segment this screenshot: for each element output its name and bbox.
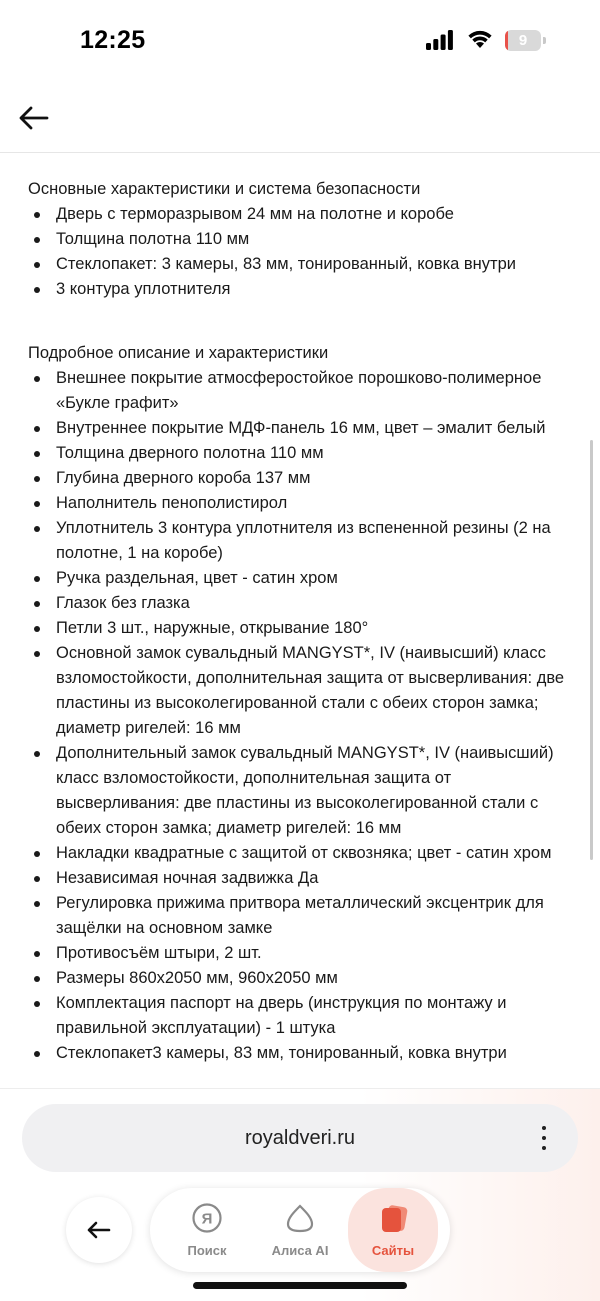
- tab-sites-label: Сайты: [371, 1243, 415, 1258]
- status-bar: [0, 0, 600, 80]
- spec-section: [0, 341, 600, 1066]
- spec-list-item: Толщина полотна 110 мм: [0, 227, 600, 252]
- spec-list-item: 3 контура уплотнителя: [0, 277, 600, 302]
- url-text[interactable]: royaldveri.ru: [244, 1127, 356, 1149]
- battery-indicator: [505, 30, 547, 51]
- tab-search[interactable]: [162, 1188, 252, 1272]
- spec-list-item: Уплотнитель 3 контура уплотнителя из вспененной резины (2 на полотне, 1 на коробе): [0, 516, 600, 566]
- spec-list-item: Комплектация паспорт на дверь (инструкция по монтажу и правильной эксплуатации) - 1 штука: [0, 991, 600, 1041]
- spec-list-item: Регулировка прижима притвора металлический эксцентрик для защёлки на основном замке: [0, 891, 600, 941]
- tab-alice-label: Алиса AI: [271, 1243, 329, 1258]
- product-description: [0, 177, 600, 1087]
- spec-list-item: Противосъём штыри, 2 шт.: [0, 941, 600, 966]
- home-indicator: [193, 1282, 407, 1289]
- scrollbar[interactable]: [590, 440, 593, 860]
- page-header: [0, 80, 600, 153]
- tab-sites[interactable]: [348, 1188, 438, 1272]
- spec-list-item: Наполнитель пенополистирол: [0, 491, 600, 516]
- browser-back-button[interactable]: [66, 1197, 132, 1263]
- spec-list-item: Глазок без глазка: [0, 591, 600, 616]
- spec-list: [0, 202, 600, 302]
- section-title: Подробное описание и характеристики: [28, 344, 329, 362]
- battery-body: [505, 30, 541, 51]
- spec-list-item: Дверь с терморазрывом 24 мм на полотне и коробе: [0, 202, 600, 227]
- spec-list-item: Глубина дверного короба 137 мм: [0, 466, 600, 491]
- spec-list-item: Стеклопакет3 камеры, 83 мм, тонированный, ковка внутри: [0, 1041, 600, 1066]
- battery-nub: [543, 37, 546, 44]
- spec-section: [0, 177, 600, 302]
- spec-list-item: Основной замок сувальдный MANGYST*, IV (наивысший) класс взломостойкости, дополнительная защита от высверливания: две пластины из высоколегированной стали с обеих сторон замка; диаметр ригелей: 16 мм: [0, 641, 600, 741]
- spec-list-item: Внутреннее покрытие МДФ-панель 16 мм, цвет – эмалит белый: [0, 416, 600, 441]
- sites-cards-icon: [378, 1203, 410, 1235]
- svg-text:Я: Я: [201, 1210, 213, 1228]
- back-arrow-icon: [85, 1216, 113, 1244]
- more-vertical-icon[interactable]: [534, 1126, 554, 1152]
- browser-bottom-bar: [0, 1088, 600, 1301]
- spec-list-item: Внешнее покрытие атмосферостойкое порошково-полимерное «Букле графит»: [0, 366, 600, 416]
- spec-list-item: Петли 3 шт., наружные, открывание 180°: [0, 616, 600, 641]
- status-time: 12:25: [80, 26, 146, 54]
- tab-alice[interactable]: [255, 1188, 345, 1272]
- tab-search-label: Поиск: [187, 1243, 227, 1258]
- spec-list-item: Толщина дверного полотна 110 мм: [0, 441, 600, 466]
- wifi-icon: [466, 28, 494, 50]
- browser-tab-bar: [150, 1188, 450, 1272]
- spec-list-item: Независимая ночная задвижка Да: [0, 866, 600, 891]
- spec-list-item: Размеры 860х2050 мм, 960х2050 мм: [0, 966, 600, 991]
- cellular-signal-icon: [426, 30, 453, 50]
- spec-list: [0, 366, 600, 1066]
- alice-icon: [285, 1203, 315, 1233]
- yandex-search-icon: [192, 1203, 222, 1233]
- back-arrow-icon[interactable]: [16, 100, 52, 136]
- spec-list-item: Стеклопакет: 3 камеры, 83 мм, тонированный, ковка внутри: [0, 252, 600, 277]
- address-bar[interactable]: [22, 1104, 578, 1172]
- section-title: Основные характеристики и система безопасности: [28, 180, 421, 198]
- battery-level: 9: [518, 32, 528, 49]
- spec-list-item: Накладки квадратные с защитой от сквозняка; цвет - сатин хром: [0, 841, 600, 866]
- spec-list-item: Дополнительный замок сувальдный MANGYST*, IV (наивысший) класс взломостойкости, дополнительная защита от высверливания: две пластины из высоколегированной стали с обеих сторон замка; диаметр ригелей: 16 мм: [0, 741, 600, 841]
- spec-list-item: Ручка раздельная, цвет - сатин хром: [0, 566, 600, 591]
